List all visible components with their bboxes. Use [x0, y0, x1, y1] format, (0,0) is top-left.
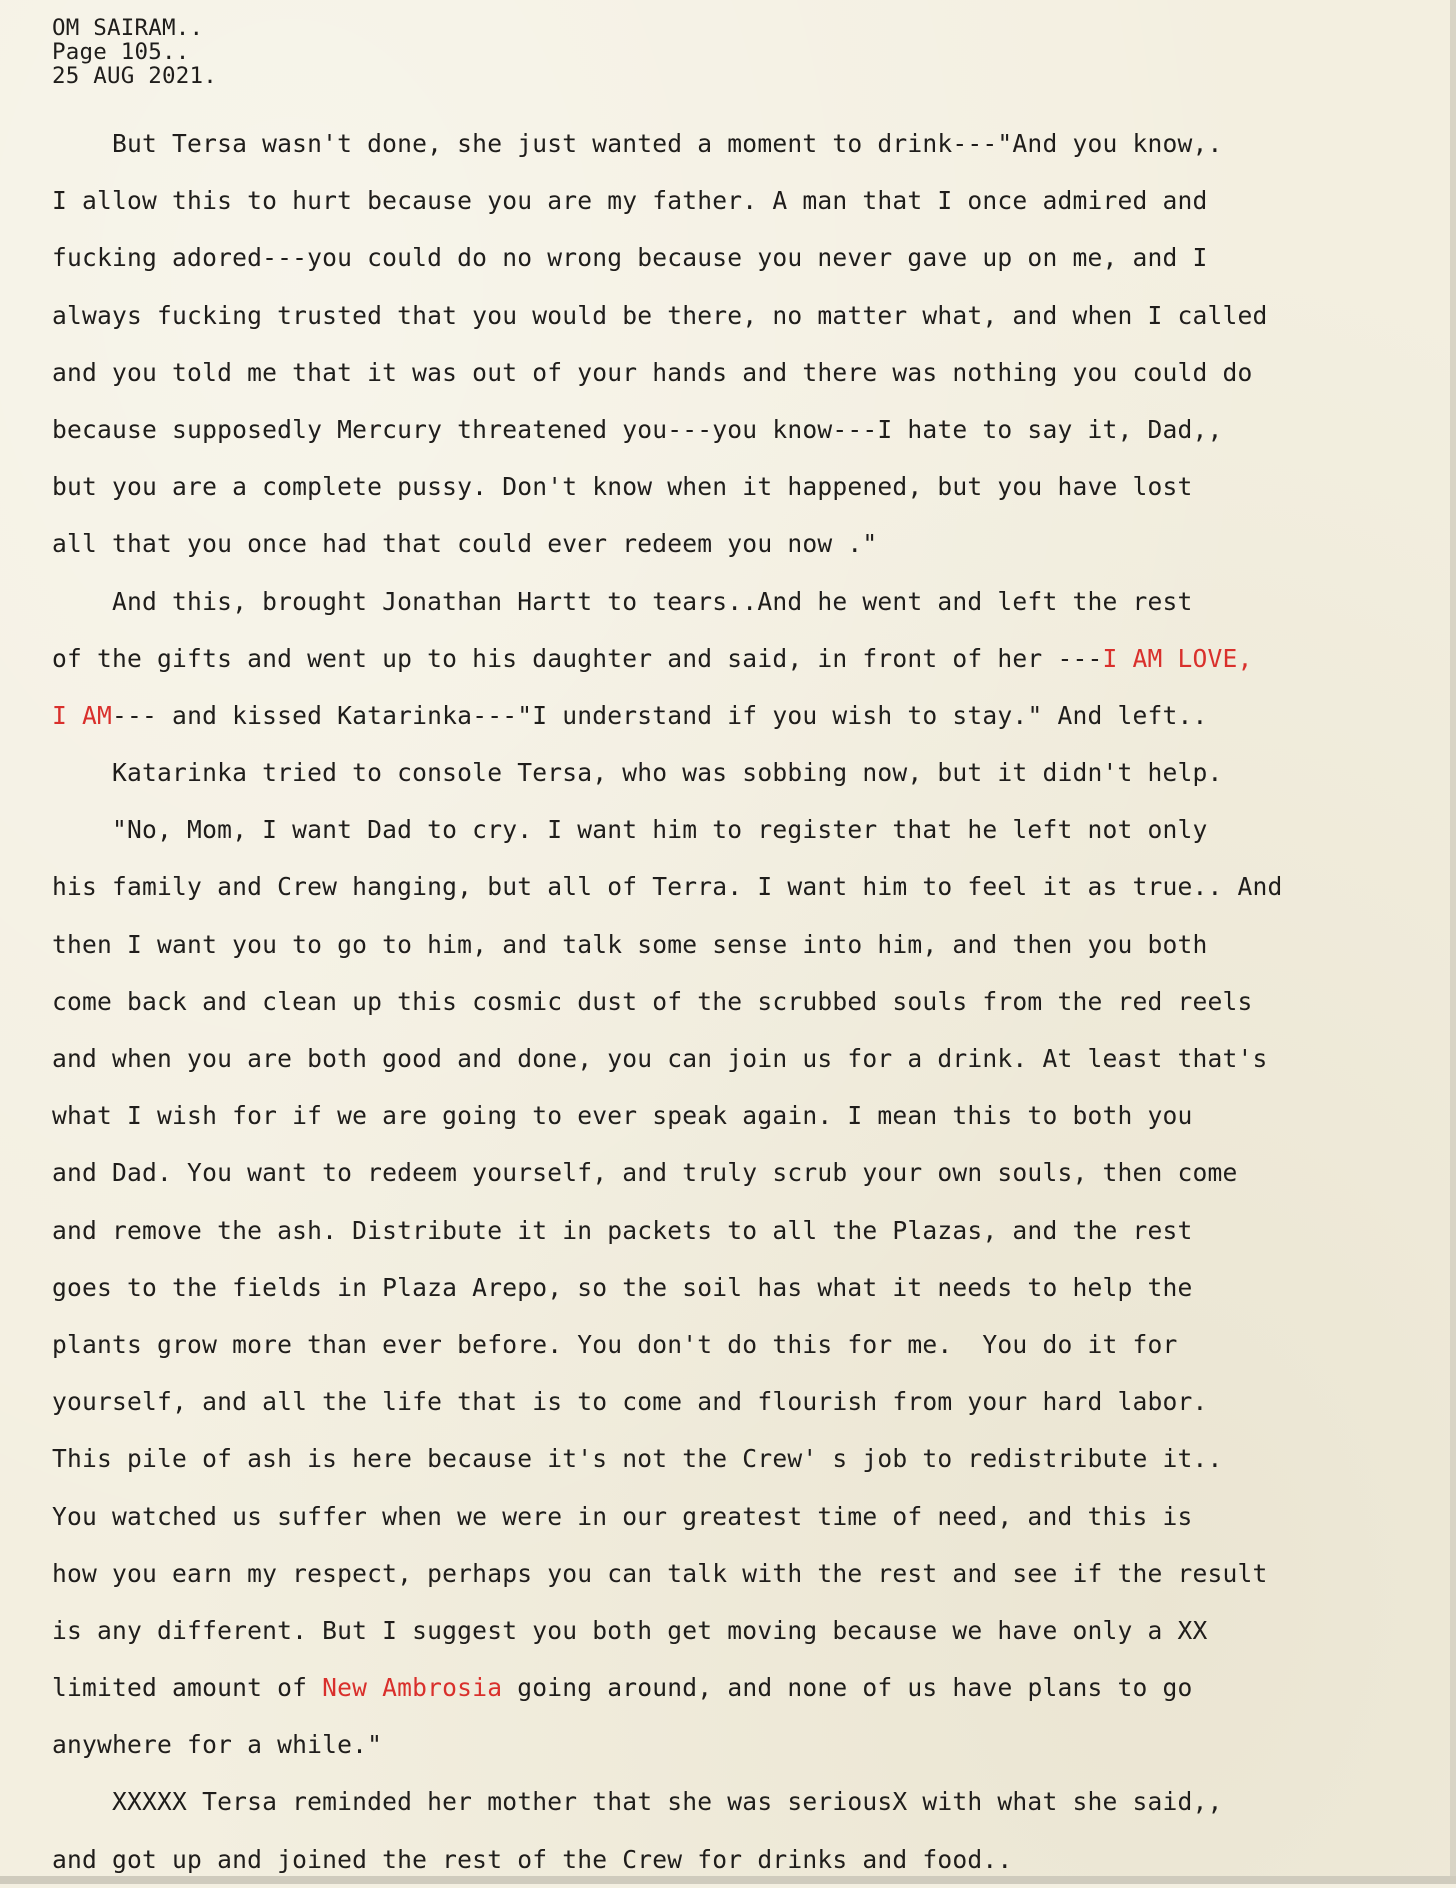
- text-line: [52, 1831, 1442, 1888]
- text-segment: "No, Mom, I want Dad to cry. I want him to register that he left not only: [52, 815, 1208, 845]
- text-segment: always fucking trusted that you would be there, no matter what, and when I called: [52, 300, 1268, 330]
- text-line: [52, 1773, 1442, 1830]
- text-line: [52, 229, 1442, 286]
- text-line: [52, 458, 1442, 515]
- header-page-number: Page 105..: [52, 39, 190, 65]
- text-segment: But Tersa wasn't done, she just wanted a moment to drink---"And you know,.: [52, 129, 1223, 158]
- text-segment: fucking adored---you could do no wrong because you never gave up on me, and I: [52, 243, 1208, 273]
- text-segment: plants grow more than ever before. You don't do this for me. You do it for: [52, 1329, 1178, 1359]
- text-line: [52, 687, 1442, 744]
- text-segment: his family and Crew hanging, but all of Terra. I want him to feel it as true.. And: [52, 872, 1283, 902]
- text-line: [52, 1602, 1442, 1659]
- text-line: [52, 115, 1442, 172]
- text-segment: XXXXX Tersa reminded her mother that she was seriousX with what she said,,: [52, 1787, 1223, 1817]
- text-segment: going around, and none of us have plans to go: [502, 1673, 1193, 1703]
- text-segment: Katarinka tried to console Tersa, who was sobbing now, but it didn't help.: [52, 758, 1223, 788]
- text-line: [52, 287, 1442, 344]
- text-line: [52, 1316, 1442, 1373]
- text-line: [52, 973, 1442, 1030]
- text-line: [52, 1030, 1442, 1087]
- text-segment: but you are a complete pussy. Don't know when it happened, but you have lost: [52, 472, 1193, 502]
- text-line: [52, 1659, 1442, 1716]
- text-line: [52, 801, 1442, 858]
- text-line: [52, 573, 1442, 630]
- text-line: [52, 744, 1442, 801]
- text-line: [52, 1430, 1442, 1487]
- text-segment: --- and kissed Katarinka---"I understand if you wish to stay." And left..: [112, 700, 1208, 730]
- text-line: [52, 858, 1442, 915]
- text-segment: how you earn my respect, perhaps you can talk with the rest and see if the result: [52, 1558, 1268, 1588]
- text-line: [52, 344, 1442, 401]
- text-line: [52, 630, 1442, 687]
- text-segment: and got up and joined the rest of the Crew for drinks and food..: [52, 1844, 1013, 1874]
- text-line: [52, 172, 1442, 229]
- text-segment: goes to the fields in Plaza Arepo, so the soil has what it needs to help the: [52, 1272, 1193, 1302]
- text-segment: And this, brought Jonathan Hartt to tears..And he went and left the rest: [52, 586, 1193, 616]
- text-segment: is any different. But I suggest you both get moving because we have only a XX: [52, 1615, 1208, 1645]
- paper-right-edge: [1450, 0, 1456, 1884]
- text-segment: and remove the ash. Distribute it in packets to all the Plazas, and the rest: [52, 1215, 1193, 1245]
- text-segment: You watched us suffer when we were in our greatest time of need, and this is: [52, 1501, 1193, 1531]
- red-ink-text: I AM: [52, 700, 113, 730]
- red-ink-text: New Ambrosia: [322, 1673, 503, 1703]
- text-segment: I allow this to hurt because you are my father. A man that I once admired and: [52, 186, 1208, 216]
- text-segment: and Dad. You want to redeem yourself, and truly scrub your own souls, then come: [52, 1158, 1238, 1188]
- page-header: [52, 16, 217, 88]
- text-line: [52, 1373, 1442, 1430]
- text-line: [52, 515, 1442, 572]
- text-line: [52, 1087, 1442, 1144]
- text-segment: limited amount of: [52, 1673, 323, 1703]
- text-segment: anywhere for a while.": [52, 1730, 383, 1760]
- text-line: [52, 1144, 1442, 1201]
- text-line: [52, 1259, 1442, 1316]
- typed-manuscript-body: [52, 115, 1442, 1888]
- text-line: [52, 1545, 1442, 1602]
- text-segment: what I wish for if we are going to ever speak again. I mean this to both you: [52, 1101, 1193, 1131]
- text-segment: and when you are both good and done, you can join us for a drink. At least that's: [52, 1044, 1268, 1073]
- text-line: [52, 401, 1442, 458]
- text-line: [52, 1716, 1442, 1773]
- text-line: [52, 1202, 1442, 1259]
- text-segment: all that you once had that could ever redeem you now .": [52, 529, 878, 559]
- header-date: 25 AUG 2021.: [52, 63, 217, 89]
- text-segment: because supposedly Mercury threatened you---you know---I hate to say it, Dad,,: [52, 414, 1223, 444]
- text-segment: then I want you to go to him, and talk some sense into him, and then you both: [52, 929, 1208, 959]
- text-segment: This pile of ash is here because it's not the Crew' s job to redistribute it..: [52, 1444, 1223, 1474]
- text-line: [52, 916, 1442, 973]
- text-segment: of the gifts and went up to his daughter and said, in front of her ---: [52, 643, 1103, 673]
- red-ink-text: I AM LOVE,: [1102, 643, 1253, 673]
- text-segment: yourself, and all the life that is to come and flourish from your hard labor.: [52, 1387, 1208, 1417]
- text-segment: come back and clean up this cosmic dust of the scrubbed souls from the red reels: [52, 986, 1253, 1016]
- header-title: OM SAIRAM..: [52, 15, 204, 41]
- text-segment: and you told me that it was out of your hands and there was nothing you could do: [52, 357, 1253, 387]
- text-line: [52, 1488, 1442, 1545]
